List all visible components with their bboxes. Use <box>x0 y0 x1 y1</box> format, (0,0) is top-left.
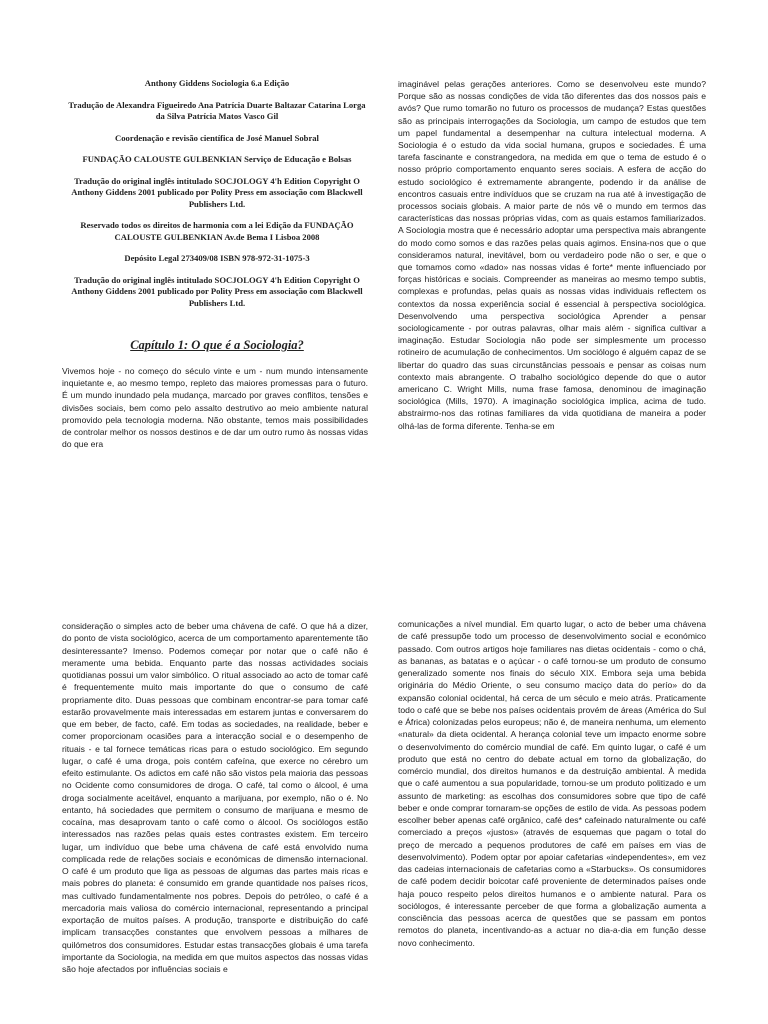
right-top-paragraph: imaginável pelas gerações anteriores. Como se desenvolveu este mundo? Porque são as nossas condições de vida tão diferentes das dos nossos pais e avós? Que rumo tomarão no futuro os processos de mudança? Estas questões são as principais interrogações da Sociologia, um campo de estudos que tem um papel fundamental a desempenhar na cultura intelectual moderna. A Sociologia é o estudo da vida social humana, grupos e sociedades. É uma tarefa fascinante e constrangedora, na medida em que o tema de estudo é o nosso próprio comportamento enquanto seres sociais. A esfera de acção do estudo sociológico é extremamente abrangente, podendo ir da análise de encontros casuais entre indivíduos que se cruzam na rua até à investigação de processos sociais globais. A maior parte de nós vê o mundo em termos das características das nossas próprias vidas, com as quais estamos familiarizados. A Sociologia mostra que é necessário adoptar uma perspectiva mais abrangente do modo como somos e das razões pelas quais agimos. Ensina-nos que o que consideramos natural, inevitável, bom ou verdadeiro pode não o ser, e que o que tomamos como «dado» nas nossas vidas é forte* mente influenciado por forças históricas e sociais. Compreender as maneiras ao mesmo tempo subtis, complexas e profundas, pelas quais as nossas vidas individuais reflectem os contextos da nossa experiência social é essencial à perspectiva sociológica. Desenvolvendo uma perspectiva sociológica Aprender a pensar sociologicamente - por outras palavras, olhar mais além - significa cultivar a imaginação. Estudar Sociologia não pode ser simplesmente um processo rotineiro de acumulação de conhecimentos. Um sociólogo é alguém capaz de se libertar do quadro das suas circunstâncias pessoais e pensar as coisas num contexto mais abrangente. O trabalho sociológico depende do que o autor americano C. Wright Mills, numa frase famosa, denominou de imaginação sociológica (Mills, 1970). A imaginação sociológica implica, acima de tudo. abstrairmo-nos das rotinas familiares da vida quotidiana de maneira a poder olhá-las de forma diferente. Tenha-se em <box>398 79 706 431</box>
intro-paragraph: Vivemos hoje - no começo do século vinte e um - num mundo intensamente inquietante e, ao mesmo tempo, repleto das maiores promessas para o futuro. É um mundo inundado pela mudança, marcado por graves conflitos, tensões e divisões sociais, bem como pelo assalto destrutivo ao meio ambiente natural promovido pela tecnologia moderna. Não obstante, temos mais possibilidades de controlar melhor os nossos destinos e de dar um outro rumo às nossas vidas do que era <box>62 366 368 450</box>
original-edition-line: Tradução do original inglês intitulado SOCJOLOGY 4'h Edition Copyright O Anthony Giddens 2001 publicado por Polity Press em associação com Blackwell Publishers Ltd. <box>71 175 363 209</box>
rights-line: Reservado todos os direitos de harmonia com a lei Edição da FUNDAÇÃO CALOUSTE GULBENKIAN Av.de Bema I Lisboa 2008 <box>80 220 354 242</box>
intro-column <box>62 365 368 450</box>
translators-line: Tradução de Alexandra Figueiredo Ana Patrícia Duarte Baltazar Catarina Lorga da Silva Patrícia Matos Vasco Gil <box>68 99 366 121</box>
front-matter <box>66 78 368 319</box>
right-column-top <box>398 78 706 432</box>
coordination-line: Coordenação e revisão científica de José Manuel Sobral <box>115 132 319 143</box>
page-bottom <box>0 512 768 1024</box>
left-column-bottom <box>62 620 368 975</box>
original-edition-line-repeat: Tradução do original inglês intitulado SOCJOLOGY 4'h Edition Copyright O Anthony Giddens 2001 publicado por Polity Press em associação com Blackwell Publishers Ltd. <box>71 274 363 308</box>
chapter-title: Capítulo 1: O que é a Sociologia? <box>130 338 304 352</box>
right-column-bottom <box>398 618 706 949</box>
left-bottom-paragraph: consideração o simples acto de beber uma chávena de café. O que há a dizer, do ponto de vista sociológico, acerca de um comportamento aparentemente tão desinteressante? Imenso. Podemos começar por notar que o café não é meramente uma bebida. Enquanto parte das nossas actividades sociais quotidianas possui um valor simbólico. O ritual associado ao acto de tomar café é frequentemente muito mais importante do que o consumo de café propriamente dito. Duas pessoas que combinam encontrar-se para tomar café estarão provavelmente mais interessadas em estarem juntas e conversarem do que em beber, de facto, café. Em todas as sociedades, na realidade, beber e comer proporcionam ocasiões para a interacção social e o desempenho de rituais - e tal fornece temáticas ricas para o estudo sociológico. Em segundo lugar, o café é uma droga, pois contém cafeína, que exerce no cérebro um efeito estimulante. Os adictos em café não são vistos pela maioria das pessoas no Ocidente como consumidores de droga. O café, tal como o álcool, é uma droga socialmente aceitável, enquanto a marijuana, por exemplo, não o é. No entanto, há sociedades que permitem o consumo de marijuana e mesmo de cocaína, mas desaprovam tanto o café como o álcool. Os sociólogos estão interessados nas razões pelas quais estes contrastes existem. Em terceiro lugar, um indivíduo que bebe uma chávena de café está envolvido numa complicada rede de relações sociais e económicas de dimensão internacional. O café é um produto que liga as pessoas de algumas das partes mais ricas e mais pobres do planeta: é consumido em grande quantidade nos países ricos, mas cultivado fundamentalmente nos pobres. Depois do petróleo, o café é a mercadoria mais valiosa do comércio internacional, representando a principal exportação de muitos países. A produção, transporte e distribuição do café implicam transacções constantes que envolvem pessoas a milhares de quilómetros dos consumidores. Estudar estas transacções globais é uma tarefa importante da Sociologia, na medida em que muitos aspectos das nossas vidas são hoje afectados por influências sociais e <box>62 621 368 974</box>
legal-deposit-line: Depósito Legal 273409/08 ISBN 978-972-31-1075-3 <box>124 253 310 263</box>
chapter-heading-block <box>66 330 368 365</box>
book-title-line: Anthony Giddens Sociologia 6.a Edição <box>144 78 290 88</box>
right-bottom-paragraph: comunicações a nível mundial. Em quarto lugar, o acto de beber uma chávena de café pressupõe todo um processo de desenvolvimento social e económico passado. Com outros artigos hoje familiares nas dietas ocidentais - como o chá, as bananas, as batatas e o açúcar - o café tornou-se um produto de consumo generalizado somente nos finais do século XIX. Embora seja uma bebida originária do Médio Oriente, o seu consumo maciço data do perío» do da expansão colonial ocidental, há cerca de um século e meio atrás. Praticamente todo o café que se bebe nos países ocidentais provém de áreas (América do Sul e África) colonizadas pelos europeus; não é, de maneira nenhuma, um elemento «natural» da dieta ocidental. A herança colonial teve um impacto enorme sobre o desenvolvimento do comércio mundial de café. Em quinto lugar, o café é um produto que está no centro do debate actual em torno da globalização, do comércio mundial, dos direitos humanos e da destruição ambiental. À medida que o café aumentou a sua popularidade, tornou-se um produto politizado e um assunto de marketing: as escolhas dos consumidores sobre que tipo de café beber e onde comprar tornaram-se opções de estilo de vida. As pessoas podem escolher beber apenas café orgânico, café des* cafeinado naturalmente ou café comerciado a preços «justos» (através de esquemas que pagam o total do preço de mercado a pequenos produtores de café em países em vias de desenvolvimento). Podem optar por apoiar cafetarias «independentes», em vez das cadeias internacionais de cafetarias como a «Starbucks». Os consumidores de café podem decidir boicotar café proveniente de determinados países onde haja pouco respeito pelos direitos humanos e o ambiente natural. Para os sociólogos, é interessante perceber de que forma a globalização aumenta a consciência das pessoas acerca de questões que se passam em pontos remotos do planeta, incentivando-as a actuar no dia-a-dia em função desse novo conhecimento. <box>398 619 706 948</box>
publisher-line: FUNDAÇÃO CALOUSTE GULBENKIAN Serviço de Educação e Bolsas <box>82 154 352 164</box>
